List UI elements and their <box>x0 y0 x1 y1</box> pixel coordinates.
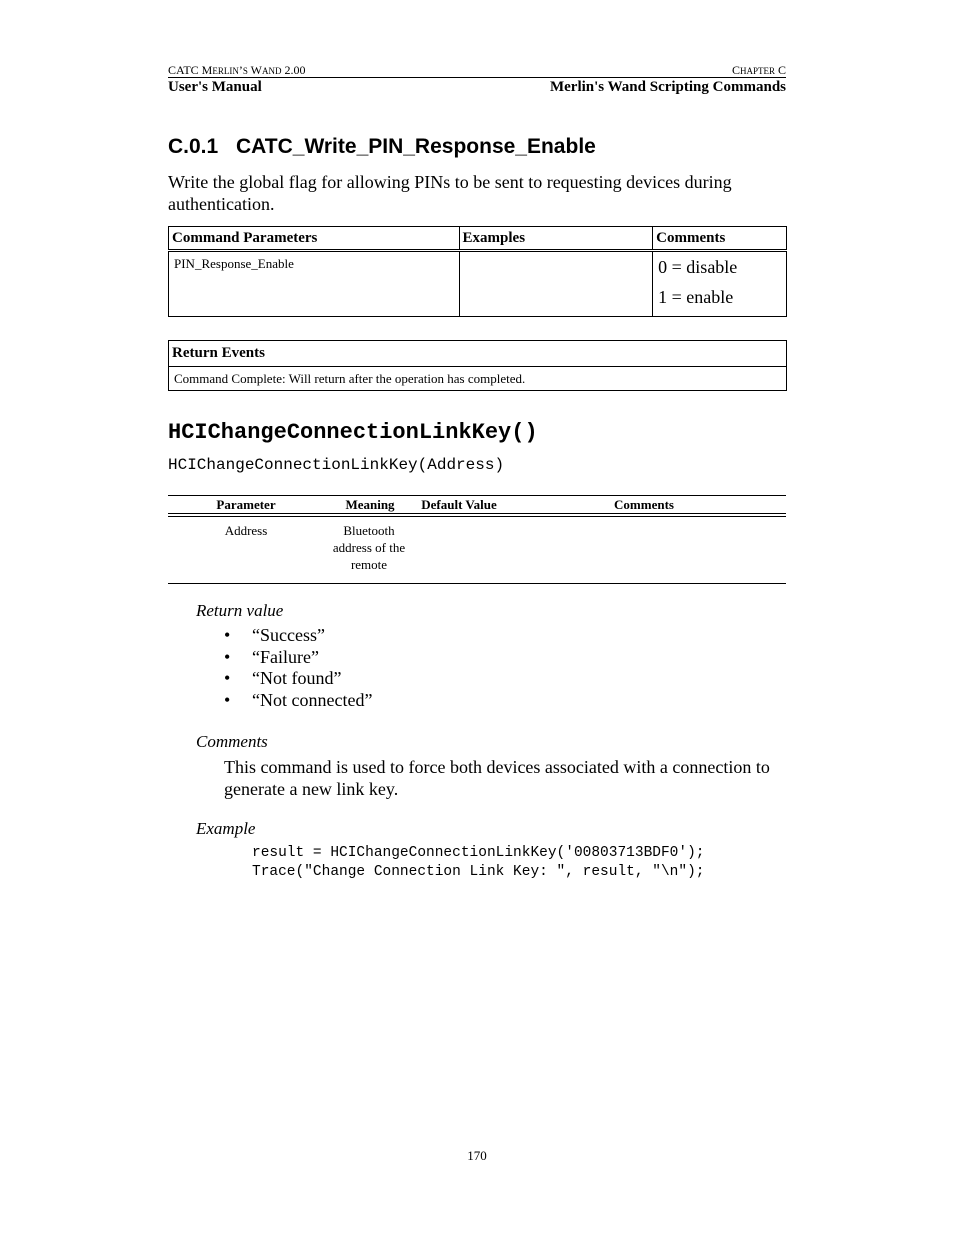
return-value: “Failure” <box>252 646 319 667</box>
table-row <box>169 367 787 391</box>
function-signature: HCIChangeConnectionLinkKey(Address) <box>168 456 505 474</box>
return-value: “Not found” <box>252 668 342 688</box>
list-item <box>224 690 372 712</box>
param-name: PIN_Response_Enable <box>169 251 460 317</box>
example-code-line: Trace("Change Connection Link Key: ", result, "\n"); <box>252 864 705 880</box>
param-col-comments: Comments <box>614 497 674 512</box>
param-col-meaning: Meaning <box>345 497 395 512</box>
return-value-list <box>224 625 372 711</box>
return-events-header: Return Events <box>169 341 787 367</box>
example-code-line: result = HCIChangeConnectionLinkKey('00803713BDF0'); <box>252 845 705 861</box>
comment-line: 0 = disable <box>658 257 738 277</box>
section-description: Write the global flag for allowing PINs to be sent to requesting devices during authentication. <box>168 172 732 214</box>
col-examples: Examples <box>459 227 653 251</box>
bullet-icon: • <box>224 689 231 710</box>
table-header-row <box>169 341 787 367</box>
header-manual: User's Manual <box>168 79 262 95</box>
list-item <box>224 668 372 690</box>
header-chapter: CHAPTER C <box>731 63 786 77</box>
command-parameters-table <box>168 226 787 317</box>
bullet-icon: • <box>224 646 231 667</box>
col-comments: Comments <box>653 227 787 251</box>
bullet-icon: • <box>224 625 231 645</box>
meaning-line: address of the <box>332 540 406 555</box>
param-example <box>459 251 653 317</box>
header-chapter-title: Merlin's Wand Scripting Commands <box>549 79 786 95</box>
col-command-parameters: Command Parameters <box>169 227 460 251</box>
example-label: Example <box>196 819 256 838</box>
param-table-header-rule-2 <box>168 516 786 517</box>
param-col-default: Default Value <box>421 497 497 512</box>
meaning-line: Bluetooth <box>343 523 395 538</box>
section-heading <box>168 134 596 160</box>
table-header-row <box>169 227 787 251</box>
meaning-line: remote <box>350 557 388 572</box>
section-title: CATC_Write_PIN_Response_Enable <box>236 135 596 158</box>
return-value: “Success” <box>252 625 325 645</box>
header-product: CATC MERLIN’S WAND 2.00 <box>168 63 306 77</box>
table-row <box>169 251 787 317</box>
list-item <box>224 647 372 669</box>
param-col-parameter: Parameter <box>216 497 276 512</box>
bullet-icon: • <box>224 668 231 688</box>
param-comments <box>653 251 787 317</box>
return-events-value: Command Complete: Will return after the operation has completed. <box>169 367 787 391</box>
list-item <box>224 625 372 647</box>
param-address: Address <box>224 523 268 538</box>
comments-text: This command is used to force both devices associated with a connection to generate a new link key. <box>224 757 770 799</box>
param-table-header-rule <box>168 513 786 514</box>
section-number: C.0.1 <box>168 135 219 158</box>
return-events-table <box>168 340 787 391</box>
param-table-bottom-rule <box>168 583 786 584</box>
header-rule <box>168 77 786 78</box>
function-heading: HCIChangeConnectionLinkKey() <box>168 420 538 445</box>
return-value: “Not connected” <box>252 689 373 710</box>
comments-label: Comments <box>196 732 268 751</box>
param-address-meaning <box>324 522 414 573</box>
page-number: 170 <box>467 1148 487 1163</box>
comment-line: 1 = enable <box>658 287 734 307</box>
return-value-label: Return value <box>196 601 284 620</box>
